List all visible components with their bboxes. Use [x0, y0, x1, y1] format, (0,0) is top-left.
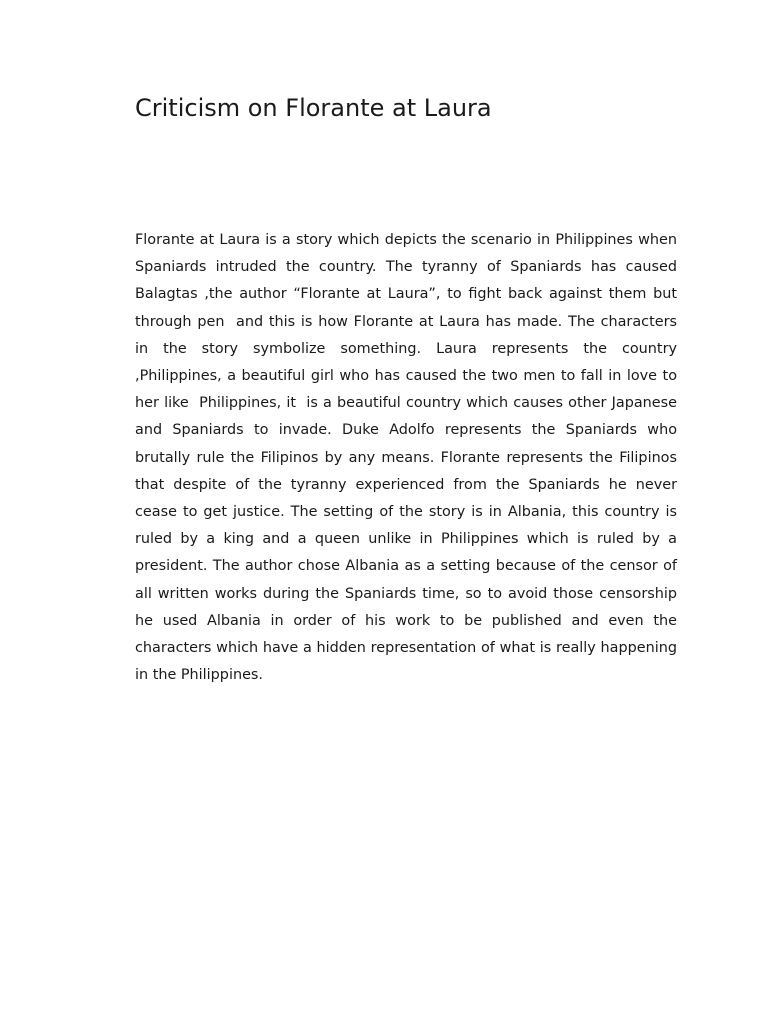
document-body-paragraph: Florante at Laura is a story which depicts the scenario in Philippines when Spaniards intruded the country. The tyranny of Spaniards has caused Balagtas ,the author “Florante at Laura”, to fight back against them but through pen and this is how Florante at Laura has made. The characters in the story symbolize something. Laura represents the country ,Philippines, a beautiful girl who has caused the two men to fall in love to her like Philippines, it is a beautiful country which causes other Japanese and Spaniards to invade. Duke Adolfo represents the Spaniards who brutally rule the Filipinos by any means. Florante represents the Filipinos that despite of the tyranny experienced from the Spaniards he never cease to get justice. The setting of the story is in Albania, this country is ruled by a king and a queen unlike in Philippines which is ruled by a president. The author chose Albania as a setting because of the censor of all written works during the Spaniards time, so to avoid those censorship he used Albania in order of his work to be published and even the characters which have a hidden representation of what is really happening in the Philippines. [135, 232, 682, 684]
document-title: Criticism on Florante at Laura [135, 94, 492, 122]
